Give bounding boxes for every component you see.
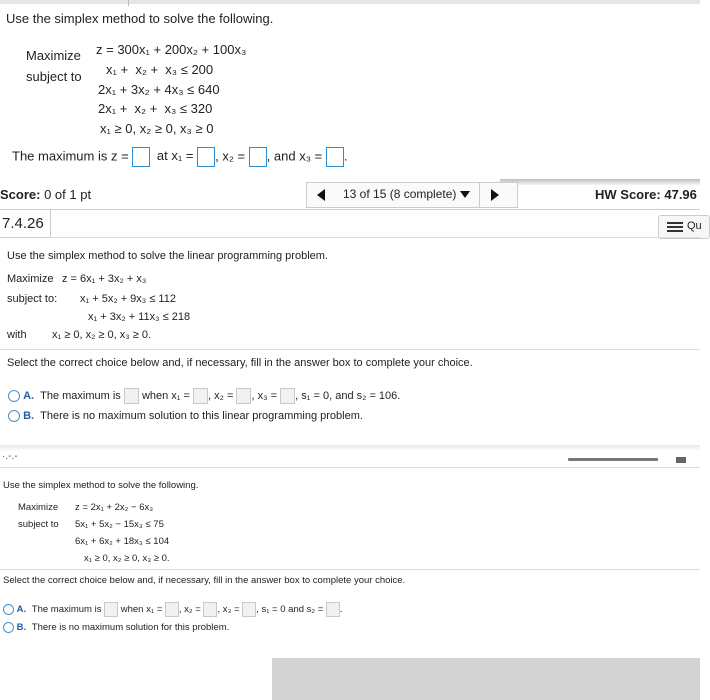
- option-b-letter: B.: [16, 622, 27, 634]
- question-number: 7.4.26: [2, 215, 44, 232]
- subject-to-label: subject to: [26, 69, 82, 84]
- list-icon: [667, 222, 683, 232]
- when-x1-label: when x₁ =: [120, 604, 163, 616]
- hw-score-value: 47.96: [664, 187, 697, 202]
- option-a-prefix: The maximum is: [40, 389, 121, 402]
- maximize-label: Maximize: [26, 48, 81, 63]
- question-help-button[interactable]: [658, 215, 710, 239]
- slack-label: , s₁ = 0 and s₂ =: [256, 604, 324, 616]
- option-b[interactable]: [8, 410, 363, 422]
- objective-function: z = 300x₁ + 200x₂ + 100x₃: [96, 42, 247, 57]
- question-number-partial: ·.-.-: [2, 451, 18, 462]
- option-a[interactable]: [3, 602, 343, 617]
- pin-icon: [676, 457, 686, 463]
- option-b[interactable]: [3, 622, 229, 633]
- slack-values: , s₁ = 0, and s₂ = 106.: [295, 389, 401, 402]
- top-divider: [128, 0, 129, 6]
- question-nav: [306, 182, 518, 208]
- end-period: .: [339, 604, 343, 616]
- max-input[interactable]: [104, 602, 118, 617]
- option-a-prefix: The maximum is: [31, 604, 102, 616]
- score-label: Score:: [0, 187, 41, 202]
- x3-input[interactable]: [326, 147, 344, 167]
- at-x1-label: at x₁ =: [156, 148, 194, 164]
- nonnegativity: x₁ ≥ 0, x₂ ≥ 0, x₃ ≥ 0.: [52, 329, 152, 341]
- x2-input[interactable]: [249, 147, 267, 167]
- hw-score: [595, 187, 697, 202]
- end-period: .: [343, 148, 348, 164]
- constraint-2: 6x₁ + 6x₂ + 18x₃ ≤ 104: [75, 536, 170, 547]
- objective-function: z = 2x₁ + 2x₂ − 6x₃: [75, 502, 154, 513]
- subject-to-label: subject to:: [7, 293, 58, 305]
- x1-input[interactable]: [197, 147, 215, 167]
- constraint-1: x₁ + 5x₂ + 9x₃ ≤ 112: [80, 293, 176, 305]
- score-bar: [0, 179, 700, 209]
- answer-line: [12, 147, 347, 167]
- option-a[interactable]: [8, 388, 400, 404]
- option-b-radio[interactable]: [8, 410, 20, 422]
- x1-input[interactable]: [193, 388, 208, 404]
- header-rule: [0, 467, 700, 468]
- option-b-radio[interactable]: [3, 622, 14, 633]
- header-bottom-rule: [50, 237, 700, 238]
- panel-3: [0, 445, 700, 700]
- score-value: 0 of 1 pt: [44, 187, 92, 202]
- panel-3-top-shade: [0, 445, 700, 451]
- instruction: Use the simplex method to solve the following.: [6, 11, 274, 26]
- x2-input[interactable]: [236, 388, 251, 404]
- panel-2: [0, 209, 700, 439]
- x3-label: , x₃ =: [217, 604, 240, 616]
- prev-question-icon[interactable]: [317, 189, 325, 201]
- select-instruction: Select the correct choice below and, if necessary, fill in the answer box to complete your choice.: [7, 357, 473, 369]
- next-question-icon[interactable]: [491, 189, 499, 201]
- gray-footer-block: [272, 658, 700, 700]
- option-a-radio[interactable]: [3, 604, 14, 615]
- nonnegativity: x₁ ≥ 0, x₂ ≥ 0, x₃ ≥ 0.: [84, 553, 170, 564]
- x2-label: , x₂ =: [208, 389, 234, 402]
- maximize-label: Maximize: [7, 273, 54, 285]
- constraint-1: x₁ + x₂ + x₃ ≤ 200: [106, 62, 214, 77]
- question-dropdown[interactable]: [343, 187, 470, 201]
- x2-label: , x₂ =: [215, 148, 246, 164]
- question-position: 13 of 15 (8 complete): [343, 187, 457, 201]
- instruction: Use the simplex method to solve the linear programming problem.: [7, 250, 328, 262]
- help-label: Qu: [687, 220, 702, 232]
- select-instruction: Select the correct choice below and, if necessary, fill in the answer box to complete your choice.: [3, 575, 406, 586]
- panel-1: [0, 0, 700, 182]
- score-bar-shade: [500, 179, 700, 185]
- maximize-label: Maximize: [18, 502, 59, 513]
- x2-label: , x₂ =: [178, 604, 201, 616]
- header-rule: [0, 209, 700, 210]
- constraint-1: 5x₁ + 5x₂ − 15x₃ ≤ 75: [75, 519, 164, 530]
- rule: [0, 569, 700, 570]
- option-a-letter: A.: [23, 389, 35, 402]
- option-a-letter: A.: [16, 604, 27, 616]
- top-border: [0, 0, 700, 4]
- option-b-letter: B.: [23, 410, 35, 422]
- x1-input[interactable]: [165, 602, 179, 617]
- x3-input[interactable]: [242, 602, 256, 617]
- constraint-3: 2x₁ + x₂ + x₃ ≤ 320: [98, 101, 213, 116]
- rule: [0, 349, 700, 350]
- nav-separator: [479, 183, 480, 207]
- max-input[interactable]: [124, 388, 139, 404]
- when-x1-label: when x₁ =: [141, 389, 190, 402]
- x2-input[interactable]: [203, 602, 217, 617]
- with-label: with: [7, 329, 27, 341]
- objective-function: z = 6x₁ + 3x₂ + x₃: [62, 273, 147, 285]
- option-b-text: There is no maximum solution for this problem.: [31, 622, 230, 634]
- answer-prefix: The maximum is z =: [12, 148, 129, 164]
- option-b-text: There is no maximum solution to this linear programming problem.: [40, 410, 363, 422]
- hw-score-label: HW Score:: [595, 187, 661, 202]
- instruction: Use the simplex method to solve the following.: [3, 480, 199, 491]
- subject-to-label: subject to: [18, 519, 59, 530]
- s2-input[interactable]: [326, 602, 340, 617]
- chevron-down-icon: [460, 191, 470, 198]
- x3-label: , and x₃ =: [266, 148, 323, 164]
- x3-input[interactable]: [280, 388, 295, 404]
- nonnegativity: x₁ ≥ 0, x₂ ≥ 0, x₃ ≥ 0: [100, 121, 214, 136]
- question-help-partial: [568, 458, 658, 461]
- constraint-2: x₁ + 3x₂ + 11x₃ ≤ 218: [88, 311, 191, 323]
- score-text: [0, 187, 91, 202]
- x3-label: , x₃ =: [251, 389, 278, 402]
- constraint-2: 2x₁ + 3x₂ + 4x₃ ≤ 640: [98, 82, 220, 97]
- option-a-radio[interactable]: [8, 390, 20, 402]
- z-input[interactable]: [132, 147, 150, 167]
